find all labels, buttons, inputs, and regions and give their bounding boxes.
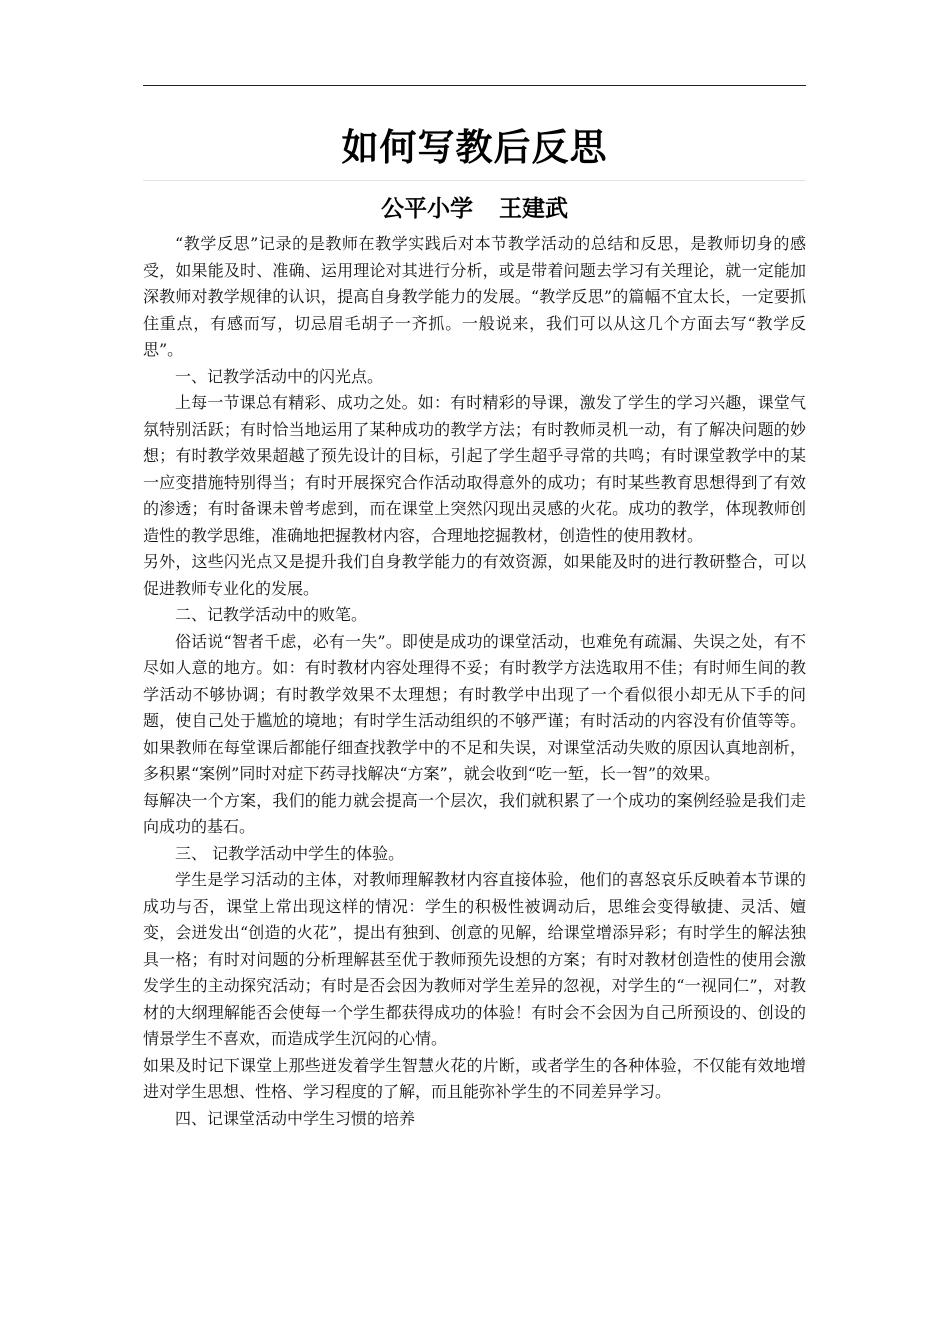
body-paragraph: 如果及时记下课堂上那些迸发着学生智慧火花的片断，或者学生的各种体验，不仅能有效地增进对学生思想、性格、学习程度的了解，而且能弥补学生的不同差异学习。: [143, 1055, 806, 1101]
section-heading: 三、 记教学活动中学生的体验。: [175, 843, 405, 863]
author-byline: [143, 193, 806, 225]
body-paragraph: 另外，这些闪光点又是提升我们自身教学能力的有效资源，如果能及时的进行教研整合，可以促进教师专业化的发展。: [143, 552, 806, 598]
body-paragraph: 上每一节课总有精彩、成功之处。如：有时精彩的导课，激发了学生的学习兴趣，课堂气氛特别活跃；有时恰当地运用了某种成功的教学方法；有时教师灵机一动，有了解决问题的妙想；有时教学效果超越了预先设计的目标，引起了学生超乎寻常的共鸣；有时课堂教学中的某一应变措施特别得当；有时开展探究合作活动取得意外的成功；有时某些教育思想得到了有效的渗透；有时备课未曾考虑到，而在课堂上突然闪现出灵感的火花。成功的教学，体现教师创造性的教学思维，准确地把握教材内容，合理地挖掘教材，创造性的使用教材。: [143, 393, 806, 545]
author-name: 王建武: [499, 196, 568, 222]
document-title: 如何写教后反思: [341, 126, 608, 169]
school-name: 公平小学: [381, 196, 473, 222]
title-divider: [143, 180, 806, 181]
body-paragraph: 每解决一个方案，我们的能力就会提高一个层次，我们就积累了一个成功的案例经验是我们走向成功的基石。: [143, 790, 806, 836]
body-paragraph: “教学反思”记录的是教师在教学实践后对本节教学活动的总结和反思，是教师切身的感受，如果能及时、准确、运用理论对其进行分析，或是带着问题去学习有关理论，就一定能加深教师对教学规律的认识，提高自身教学能力的发展。“教学反思”的篇幅不宜太长，一定要抓住重点，有感而写，切忌眉毛胡子一齐抓。一般说来，我们可以从这几个方面去写“教学反思”。: [143, 234, 806, 359]
section-heading: 二、记教学活动中的败笔。: [175, 605, 368, 624]
section-heading: 一、记教学活动中的闪光点。: [175, 366, 384, 386]
section-heading: 四、记课堂活动中学生习惯的培养: [175, 1108, 416, 1128]
body-paragraph: 俗话说“智者千虑，必有一失”。即使是成功的课堂活动，也难免有疏漏、失误之处，有不尽如人意的地方。如：有时教材内容处理得不妥；有时教学方法选取用不佳；有时师生间的教学活动不够协调；有时教学效果不太理想；有时教学中出现了一个看似很小却无从下手的问题，使自己处于尴尬的境地；有时学生活动组织的不够严谨；有时活动的内容没有价值等等。如果教师在每堂课后都能仔细查找教学中的不足和失误，对课堂活动失败的原因认真地剖析，多积累“案例”同时对症下药寻找解决“方案”，就会收到“吃一堑，长一智”的效果。: [143, 631, 806, 783]
document-body: [143, 231, 806, 1132]
header-rule: [143, 85, 806, 86]
body-paragraph: 学生是学习活动的主体，对教师理解教材内容直接体验，他们的喜怒哀乐反映着本节课的成功与否，课堂上常出现这样的情况：学生的积极性被调动后，思维会变得敏捷、灵活、嬗变，会迸发出“创造的火花”，提出有独到、创意的见解，给课堂增添异彩；有时学生的解法独具一格；有时对问题的分析理解甚至优于教师预先设想的方案；有时对教材创造性的使用会激发学生的主动探究活动；有时是否会因为教师对学生差异的忽视，对学生的“一视同仁”，对教材的大纲理解能否会使每一个学生都获得成功的体验！有时会不会因为自己所预设的、创设的情景学生不喜欢，而造成学生沉闷的心情。: [143, 870, 806, 1048]
